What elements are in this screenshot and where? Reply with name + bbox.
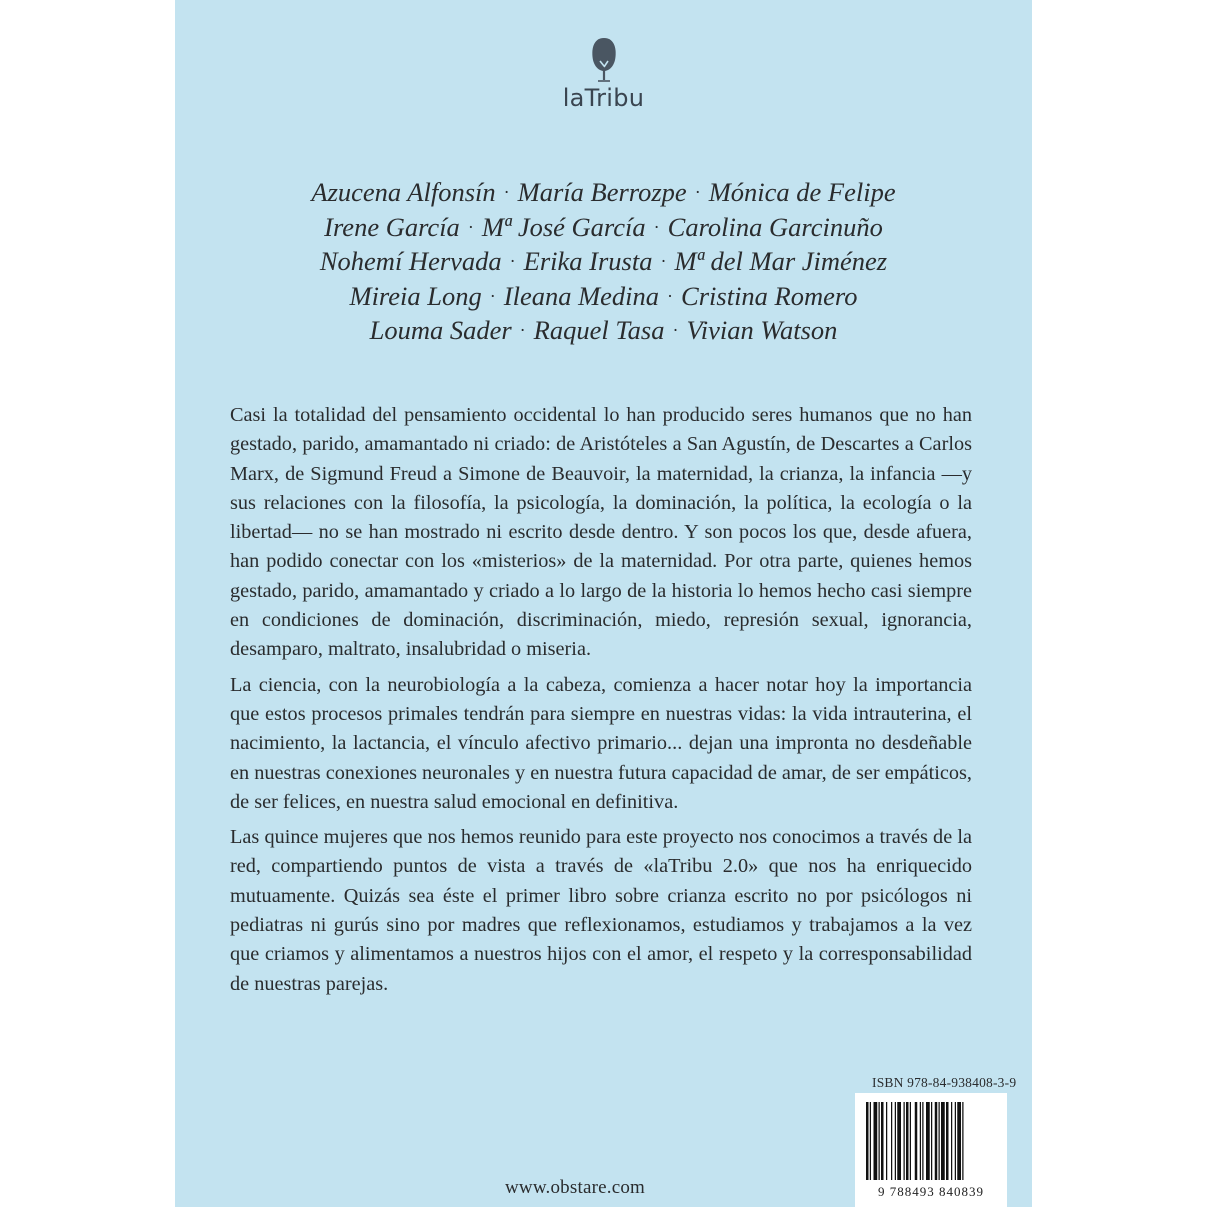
author-name: Azucena Alfonsín	[311, 177, 496, 207]
barcode-bar	[881, 1102, 884, 1180]
author-name: Ileana Medina	[503, 280, 660, 311]
author-line	[175, 175, 1032, 210]
barcode-bar	[941, 1102, 945, 1180]
barcode-digits: 9 788493 840839	[878, 1184, 984, 1199]
publisher-logo	[175, 36, 1032, 112]
author-name: Mónica de Felipe	[708, 177, 896, 207]
author-name: Vivian Watson	[686, 315, 838, 345]
author-name: Erika Irusta	[523, 246, 653, 276]
barcode-bar	[874, 1102, 878, 1180]
barcode-bar	[922, 1102, 923, 1180]
barcode-bar	[951, 1102, 952, 1180]
author-name: Mª del Mar Jiménez	[674, 246, 888, 276]
blurb-paragraph: La ciencia, con la neurobiología a la cabeza, comienza a hacer notar hoy la importancia que estos procesos primales tendrán para siempre en nuestras vidas: la vida intrauterina, el nacimiento, la lactancia, el vínculo afectivo primario... dejan una impronta no desdeñable en nuestras conexiones neuronales y en nuestra futura capacidad de amar, de ser empáticos, de ser felices, en nuestra salud emocional en definitiva.	[230, 673, 972, 813]
author-name: Nohemí Hervada	[319, 246, 502, 276]
barcode-bar	[879, 1102, 880, 1180]
barcode-bar	[897, 1102, 901, 1180]
author-name: Irene García	[324, 211, 460, 242]
author-line	[175, 279, 1032, 314]
barcode-bar	[910, 1102, 911, 1180]
separator: ·	[667, 285, 674, 306]
book-back-cover	[175, 0, 1032, 1207]
separator: ·	[503, 182, 510, 202]
barcode-bars	[864, 1102, 998, 1180]
barcode-bar	[939, 1102, 940, 1180]
author-name: Cristina Romero	[681, 280, 858, 311]
publisher-website: www.obstare.com	[505, 1177, 646, 1198]
separator: ·	[660, 251, 667, 271]
separator: ·	[489, 285, 496, 306]
author-name: Carolina Garcinuño	[667, 211, 883, 242]
barcode-bar	[931, 1102, 932, 1180]
barcode-bar	[957, 1102, 961, 1180]
author-line	[175, 244, 1032, 279]
barcode-bar	[920, 1102, 921, 1180]
barcode-bar	[906, 1102, 909, 1180]
author-name: Raquel Tasa	[533, 315, 665, 345]
barcode-bar	[926, 1102, 930, 1180]
author-name: Louma Sader	[369, 315, 512, 345]
barcode-bar	[915, 1102, 918, 1180]
separator: ·	[467, 216, 474, 237]
tree-icon	[587, 36, 621, 82]
separator: ·	[653, 216, 660, 237]
blurb	[230, 401, 972, 1005]
author-name: Mireia Long	[349, 280, 482, 311]
barcode-bar	[866, 1102, 869, 1180]
blurb-paragraph: Casi la totalidad del pensamiento occidental lo han producido seres humanos que no han gestado, parido, amamantado ni criado: de Aristóteles a San Agustín, de Descartes a Carlos Marx, de Sigmund Freud a Simone de Beauvoir, la maternidad, la crianza, la infancia —y sus relaciones con la filosofía, la psicología, la dominación, la política, la ecología o la libertad— no se han mostrado ni escrito desde dentro. Y son pocos los que, desde afuera, han podido conectar con los «misterios» de la maternidad. Por otra parte, quienes hemos gestado, parido, amamantado y criado a lo largo de la historia lo hemos hecho casi siempre en condiciones de dominación, discriminación, miedo, represión sexual, ignorancia, desamparo, maltrato, insalubridad o miseria.	[230, 404, 972, 661]
isbn-label: ISBN 978-84-938408-3-9	[872, 1075, 1017, 1090]
separator: ·	[509, 251, 516, 271]
barcode-bar	[895, 1102, 896, 1180]
barcode	[855, 1093, 1007, 1207]
separator: ·	[519, 320, 526, 340]
barcode-bar	[870, 1102, 871, 1180]
author-name: María Berrozpe	[517, 177, 687, 207]
author-line	[175, 313, 1032, 348]
separator: ·	[694, 182, 701, 202]
publisher-name: laTribu	[562, 84, 645, 112]
author-list	[175, 175, 1032, 348]
blurb-paragraph: Las quince mujeres que nos hemos reunido para este proyecto nos conocimos a través de la red, compartiendo puntos de vista a través de «laTribu 2.0» que nos ha enriquecido mutuamente. Quizás sea éste el primer libro sobre crianza escrito no por psicólogos ni pediatras ni gurús sino por madres que reflexionamos, estudiamos y trabajamos a la vez que criamos y alimentamos a nuestros hijos con el amor, el respeto y la corresponsabilidad de nuestras parejas.	[230, 826, 972, 995]
barcode-bar	[891, 1102, 892, 1180]
author-name: Mª José García	[481, 211, 646, 242]
separator: ·	[672, 320, 679, 340]
barcode-bar	[955, 1102, 956, 1180]
barcode-bar	[935, 1102, 938, 1180]
barcode-bar	[962, 1102, 963, 1180]
author-line	[175, 210, 1032, 245]
barcode-bar	[886, 1102, 887, 1180]
barcode-bar	[946, 1102, 949, 1180]
barcode-bar	[904, 1102, 905, 1180]
